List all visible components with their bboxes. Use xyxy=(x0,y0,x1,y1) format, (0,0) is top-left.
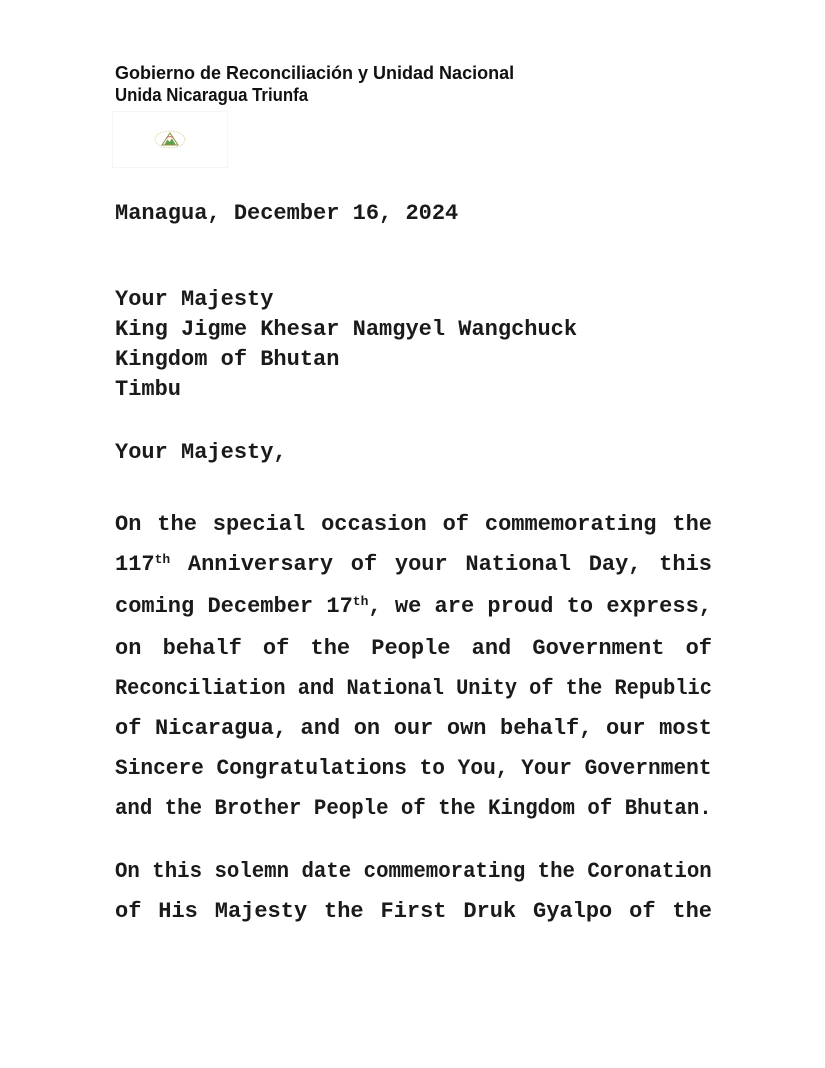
recipient-line-city: Timbu xyxy=(115,377,182,402)
date-line: Managua, December 16, 2024 xyxy=(115,201,459,226)
line-text: 117 xyxy=(115,552,155,577)
ordinal-superscript: th xyxy=(352,594,369,609)
paragraph-1 xyxy=(115,505,712,829)
letterhead-line1: Gobierno de Reconciliación y Unidad Nacional xyxy=(115,63,515,83)
salutation: Your Majesty, xyxy=(115,440,287,465)
ordinal-superscript: th xyxy=(154,552,171,567)
paragraph-1-line: On the special occasion of commemorating the xyxy=(115,512,712,537)
paragraph-2-line: On this solemn date commemorating the Coronation xyxy=(115,859,712,884)
paragraph-1-line: and the Brother People of the Kingdom of Bhutan. xyxy=(115,796,712,821)
nicaragua-flag xyxy=(113,112,227,167)
flag-blue-stripe-bottom xyxy=(113,150,227,167)
line-text: Anniversary of your National Day, this xyxy=(170,552,712,577)
recipient-address xyxy=(115,285,577,405)
recipient-line-honorific: Your Majesty xyxy=(115,287,274,312)
flag-emblem-icon xyxy=(154,130,186,149)
paragraph-2 xyxy=(115,852,712,932)
line-text: coming December 17 xyxy=(115,594,353,619)
paragraph-1-line: on behalf of the People and Government of xyxy=(115,636,712,661)
paragraph-1-line: of Nicaragua, and on our own behalf, our most xyxy=(115,716,712,741)
letterhead xyxy=(115,62,513,106)
line-text: , we are proud to express, xyxy=(368,594,712,619)
paragraph-2-line: of His Majesty the First Druk Gyalpo of the xyxy=(115,899,712,924)
recipient-line-name: King Jigme Khesar Namgyel Wangchuck xyxy=(115,317,578,342)
paragraph-1-line: Sincere Congratulations to You, Your Government xyxy=(115,756,712,781)
paragraph-1-line: Reconciliation and National Unity of the Republic xyxy=(115,676,712,701)
paragraph-1-line xyxy=(115,587,712,629)
letterhead-line2: Unida Nicaragua Triunfa xyxy=(115,85,309,105)
recipient-line-country: Kingdom of Bhutan xyxy=(115,347,340,372)
flag-blue-stripe-top xyxy=(113,112,227,129)
paragraph-1-line xyxy=(115,545,712,587)
